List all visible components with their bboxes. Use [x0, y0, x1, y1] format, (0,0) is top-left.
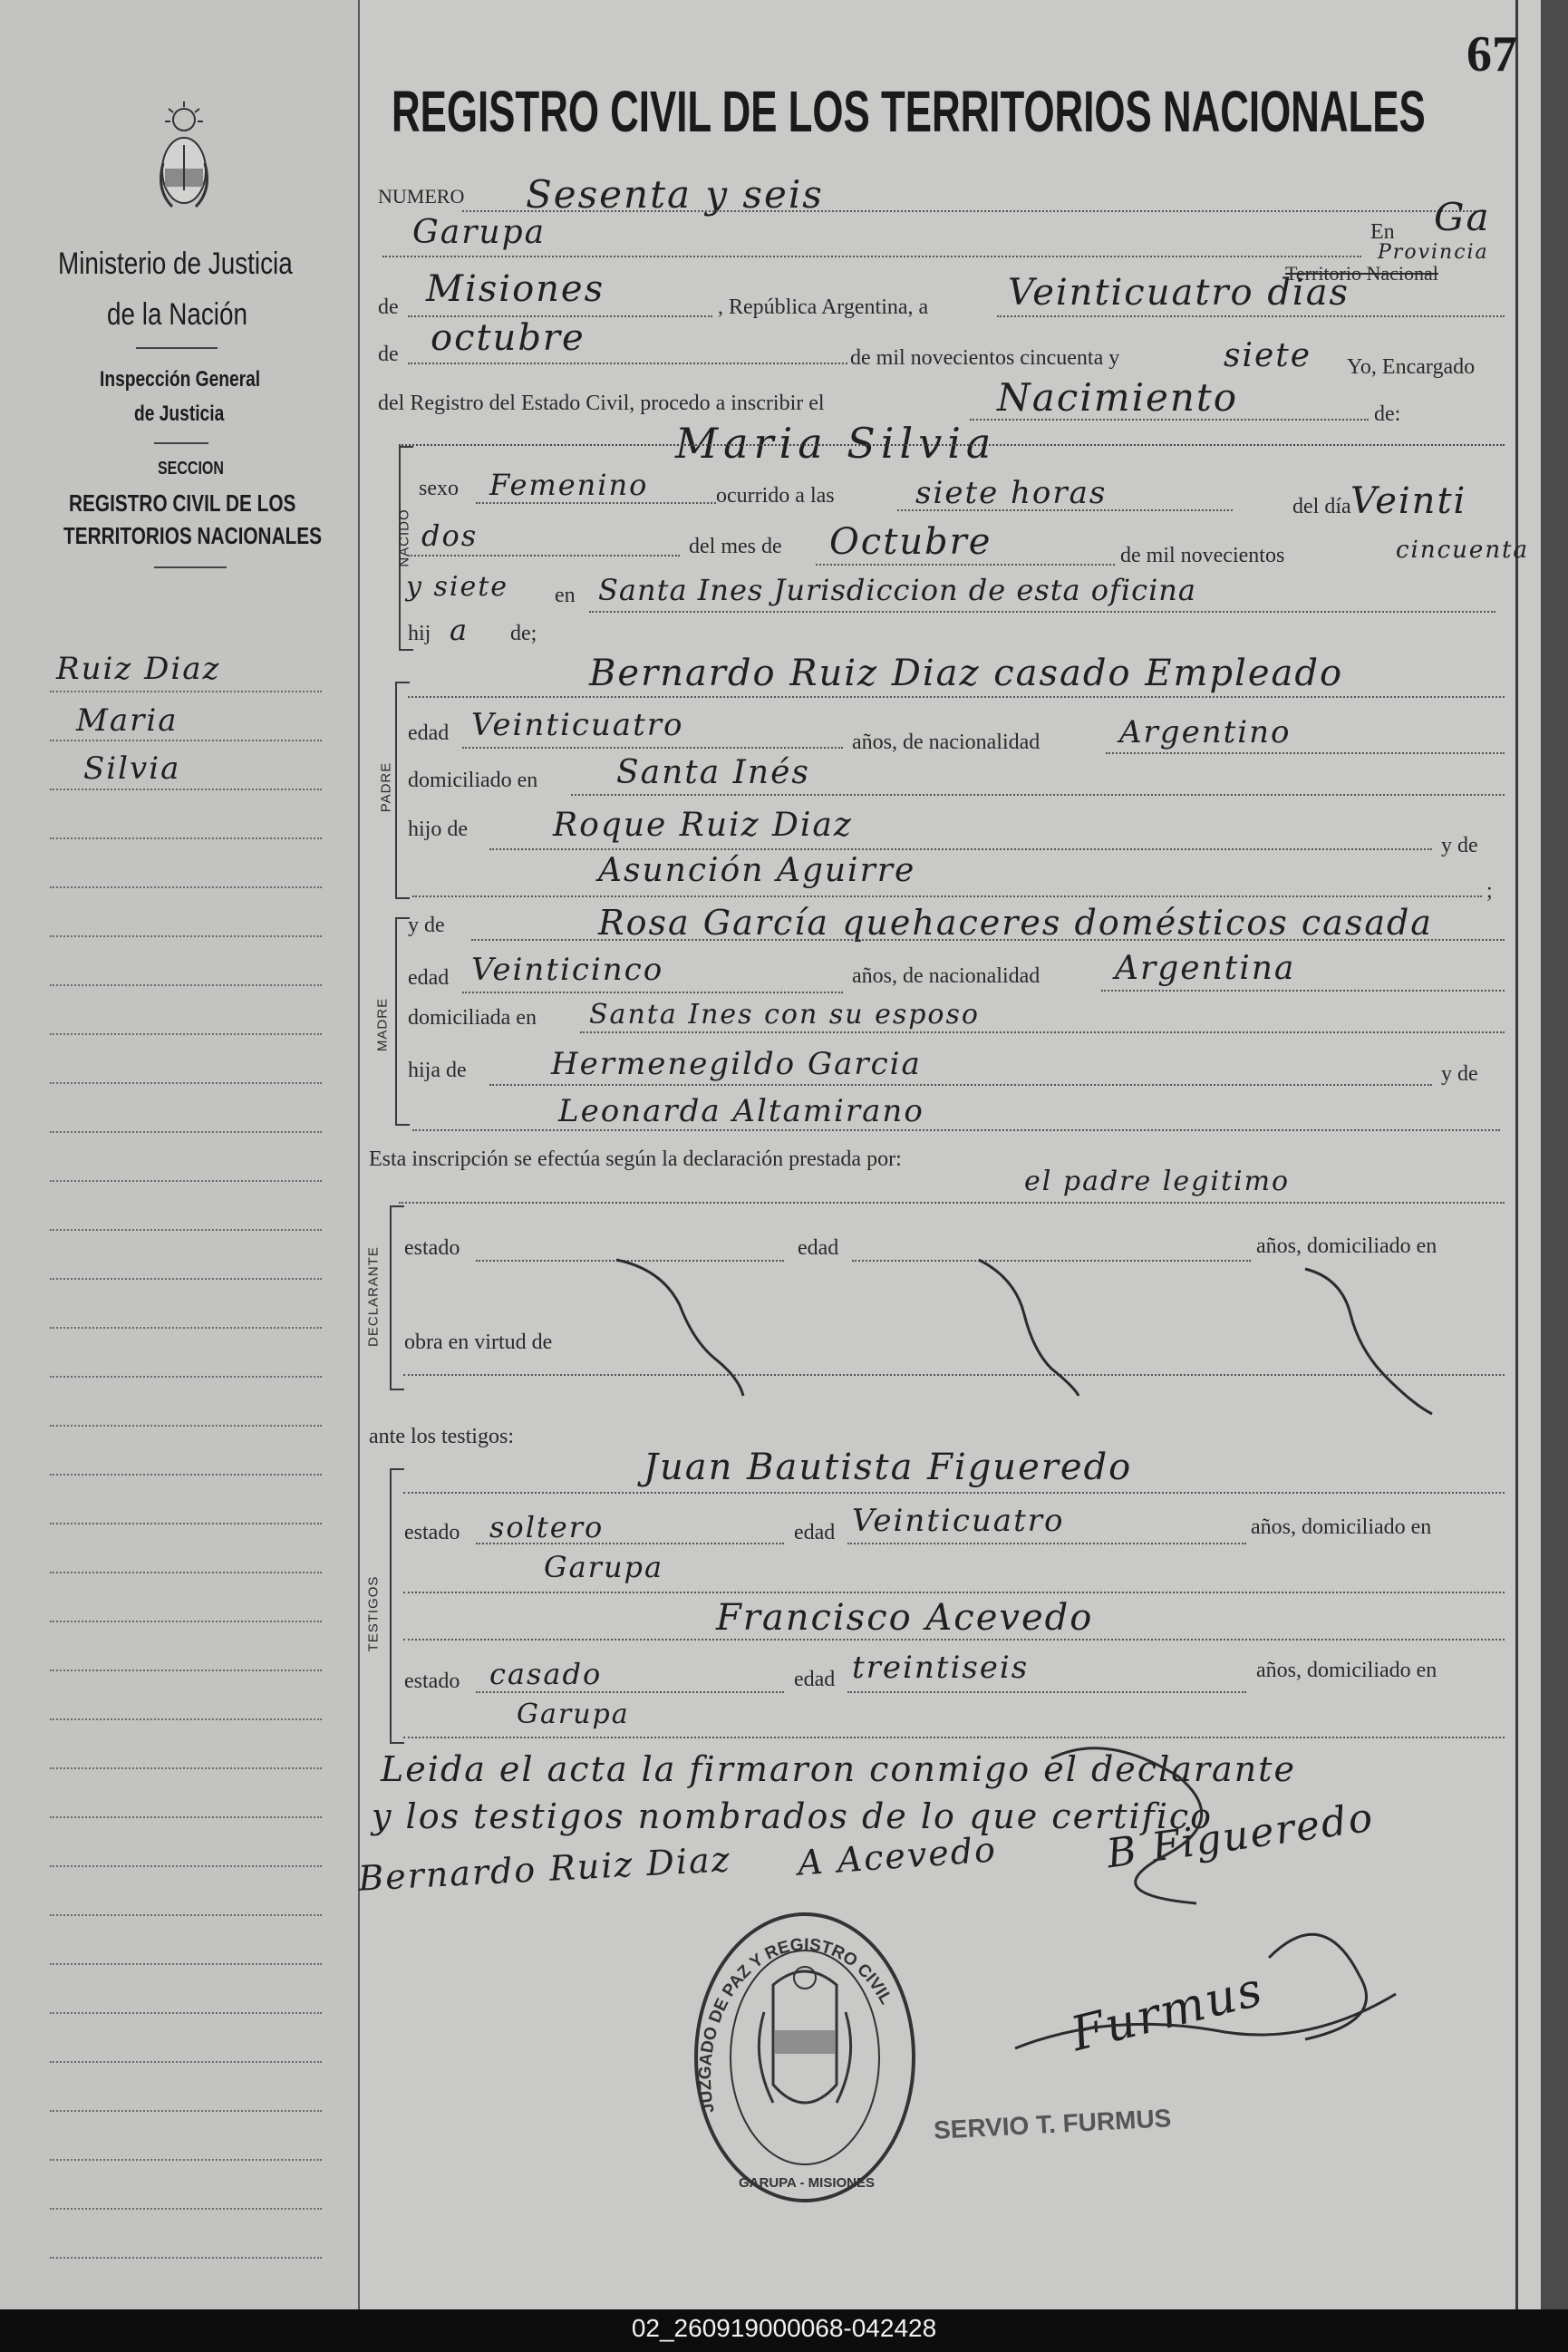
testigos-bracket — [390, 1468, 404, 1744]
lugar-line — [589, 611, 1495, 613]
page-edge — [1515, 0, 1518, 2309]
madre-edad-label: edad — [408, 966, 450, 990]
padre-domicilio-label: domiciliado en — [408, 769, 538, 792]
cancellation-strokes — [580, 1251, 1468, 1432]
margin-rule — [50, 1033, 322, 1035]
stamp-arc-label: JUZGADO DE PAZ Y REGISTRO CIVIL — [695, 1935, 896, 2115]
provincia-handwritten: Provincia — [1378, 241, 1489, 264]
testigo2-name-line — [403, 1639, 1505, 1641]
testigo1-edad: Veinticuatro — [852, 1503, 1065, 1539]
padre-anios-label: años, de nacionalidad — [852, 731, 1040, 754]
mes-label: del mes de — [689, 535, 782, 558]
madre-yde-right: y de — [1441, 1062, 1478, 1086]
padre-madre-value: Asunción Aguirre — [598, 852, 916, 889]
margin-rule — [50, 789, 322, 790]
padre-semicolon: ; — [1486, 879, 1493, 903]
act-value: Nacimiento — [997, 375, 1239, 420]
year-value: siete — [1224, 337, 1312, 374]
day-line — [997, 315, 1505, 317]
testigo1-name: Juan Bautista Figueredo — [644, 1447, 1133, 1488]
day-value: Veinticuatro dias — [1008, 272, 1350, 314]
margin-rule — [50, 691, 322, 692]
ministry-title-line2: de la Nación — [107, 297, 247, 332]
lugar-en-label: en — [555, 584, 576, 607]
madre-nacionalidad-line — [1101, 990, 1505, 992]
de-label: de — [378, 295, 399, 319]
town-line — [382, 256, 1361, 257]
margin-rule — [50, 2257, 322, 2259]
padre-edad-label: edad — [408, 721, 450, 745]
republica-text: , República Argentina, a — [718, 295, 929, 319]
madre-hija-value: Hermenegildo Garcia — [551, 1046, 922, 1082]
margin-rule — [50, 1670, 322, 1671]
signature-witness-acevedo: A Acevedo — [796, 1829, 999, 1883]
declarante-edad-label: edad — [798, 1236, 839, 1260]
testigo1-domicilio-line — [403, 1592, 1505, 1593]
madre-yde-label: y de — [408, 914, 445, 937]
padre-edad-value: Veinticuatro — [471, 707, 684, 743]
margin-rule — [50, 1523, 322, 1524]
divider — [154, 566, 227, 568]
margin-rule — [50, 2208, 322, 2210]
testigo1-anios-label: años, domiciliado en — [1251, 1515, 1432, 1539]
mes-line — [816, 564, 1115, 566]
section-line1: REGISTRO CIVIL DE LOS — [69, 489, 296, 517]
margin-rule — [50, 1229, 322, 1231]
padre-nacionalidad: Argentino — [1119, 714, 1292, 750]
inspection-line2: de Justicia — [134, 402, 225, 426]
year-text: de mil novecientos cincuenta y — [850, 346, 1120, 370]
hora-line — [897, 509, 1233, 511]
margin-rule — [50, 1621, 322, 1622]
month-value: octubre — [431, 317, 586, 359]
madre-name-line — [471, 939, 1505, 941]
testigo1-estado-line — [476, 1543, 784, 1544]
margin-name-surname: Ruiz Diaz — [56, 651, 221, 687]
stamp-bottom-text: GARUPA - MISIONES — [739, 2175, 876, 2191]
padre-side-label: PADRE — [378, 761, 394, 813]
margin-rule — [50, 1474, 322, 1476]
margin-name-first: Maria — [76, 702, 179, 739]
margin-rule — [50, 837, 322, 839]
padre-name: Bernardo Ruiz Diaz casado Empleado — [589, 653, 1344, 694]
madre-madre-line — [412, 1129, 1500, 1131]
padre-domicilio-line — [571, 794, 1505, 796]
testigo2-anios-label: años, domiciliado en — [1256, 1659, 1437, 1682]
madre-nacionalidad: Argentina — [1115, 950, 1296, 987]
margin-rule — [50, 1865, 322, 1867]
section-label: SECCION — [158, 459, 224, 479]
declaracion-value: el padre legitimo — [1024, 1166, 1291, 1197]
margin-rule — [50, 886, 322, 888]
ocurrido-label: ocurrido a las — [716, 484, 835, 508]
padre-hijo-label: hijo de — [408, 818, 468, 841]
hora-value: siete horas — [915, 475, 1108, 511]
anio-value: cincuenta — [1396, 537, 1530, 564]
de-label-2: de — [378, 343, 399, 366]
testigo2-name: Francisco Acevedo — [716, 1597, 1094, 1639]
declarante-estado-label: estado — [404, 1236, 460, 1260]
margin-rule — [50, 1131, 322, 1133]
numero-line — [462, 210, 1486, 212]
anio-value-2: y siete — [406, 571, 509, 603]
madre-edad-line — [462, 992, 843, 993]
numero-label: NUMERO — [378, 185, 465, 208]
obra-label: obra en virtud de — [404, 1331, 553, 1354]
dia-label: del día — [1292, 495, 1351, 518]
divider — [154, 442, 208, 444]
subject-name: Maria Silvia — [675, 419, 997, 468]
testigos-side-label: TESTIGOS — [365, 1575, 382, 1652]
signature-father: Bernardo Ruiz Diaz — [357, 1839, 732, 1899]
testigo2-edad-label: edad — [794, 1668, 836, 1691]
testigo2-estado-label: estado — [404, 1670, 460, 1693]
madre-hija-label: hija de — [408, 1059, 467, 1082]
margin-rule — [50, 1914, 322, 1916]
testigo1-edad-line — [847, 1543, 1246, 1544]
margin-rule — [50, 2110, 322, 2112]
margin-rule — [50, 2012, 322, 2014]
padre-edad-line — [462, 747, 843, 749]
testigo2-estado-line — [476, 1691, 784, 1693]
en-value: Ga — [1434, 195, 1491, 239]
madre-madre-value: Leonarda Altamirano — [558, 1093, 924, 1129]
de-colon: de: — [1374, 402, 1401, 426]
hij-label: hij — [408, 622, 431, 645]
signature-flourishes — [997, 1722, 1432, 2085]
madre-side-label: MADRE — [374, 997, 391, 1052]
divider — [136, 347, 218, 349]
province-value: Misiones — [426, 268, 605, 310]
margin-rule — [50, 1718, 322, 1720]
yo-text: Yo, Encargado — [1347, 355, 1476, 379]
hij-de-label: de; — [510, 622, 537, 645]
padre-name-line — [408, 696, 1505, 698]
page-number: 67 — [1466, 26, 1517, 82]
margin-rule — [50, 1767, 322, 1769]
padre-hijo-value: Roque Ruiz Diaz — [553, 807, 853, 844]
lugar-value: Santa Ines Jurisdiccion de esta oficina — [598, 573, 1196, 607]
margin-rule — [50, 1376, 322, 1378]
declarante-bracket — [390, 1205, 404, 1390]
testigo2-edad-line — [847, 1691, 1246, 1693]
testigo1-domicilio: Garupa — [544, 1550, 664, 1584]
margin-rule — [50, 1572, 322, 1573]
mes-value: Octubre — [829, 521, 992, 563]
declarante-anios-label: años, domiciliado en — [1256, 1234, 1437, 1258]
hij-value: a — [450, 613, 469, 647]
month-line — [408, 363, 847, 364]
register-title: REGISTRO CIVIL DE LOS TERRITORIOS NACIONALES — [392, 79, 1426, 144]
document-id: 02_260919000068-042428 — [631, 2314, 937, 2342]
anio-label: de mil novecientos — [1120, 544, 1285, 567]
signature-officer: Furmus — [1065, 1961, 1269, 2063]
subject-line — [399, 444, 1505, 446]
declarante-side-label: DECLARANTE — [365, 1246, 382, 1347]
sexo-line — [476, 502, 716, 504]
closing-line-2: y los testigos nombrados de lo que certifico — [372, 1796, 1214, 1836]
section-line2: TERRITORIOS NACIONALES — [63, 522, 323, 549]
dia-value-2: dos — [421, 518, 479, 553]
madre-name: Rosa García quehaceres domésticos casada — [598, 903, 1433, 943]
padre-nacionalidad-line — [1106, 752, 1505, 754]
madre-anios-label: años, de nacionalidad — [852, 964, 1040, 988]
closing-line-1: Leida el acta la firmaron conmigo el declarante — [381, 1749, 1296, 1789]
ministry-title-line1: Ministerio de Justicia — [58, 247, 293, 281]
madre-edad-value: Veinticinco — [471, 952, 664, 988]
nacido-side-label: NACIDO — [396, 508, 412, 567]
dia-value: Veinti — [1350, 480, 1467, 522]
padre-domicilio-value: Santa Inés — [616, 754, 810, 791]
testigo2-estado: casado — [489, 1657, 603, 1691]
town-value: Garupa — [412, 214, 547, 251]
signature-witness-figueredo: B Figueredo — [1103, 1794, 1378, 1878]
margin-rule — [50, 2061, 322, 2063]
margin-rule — [50, 1180, 322, 1182]
declaracion-line — [399, 1202, 1505, 1204]
en-label: En — [1370, 220, 1395, 244]
testigo1-estado: soltero — [489, 1510, 605, 1544]
testigo1-edad-label: edad — [794, 1521, 836, 1544]
padre-hijo-line — [489, 848, 1432, 850]
testigos-intro: ante los testigos: — [369, 1425, 514, 1448]
act-line — [970, 419, 1369, 421]
padre-madre-line — [412, 895, 1482, 897]
testigo2-edad: treintiseis — [852, 1650, 1030, 1686]
madre-domicilio-line — [580, 1031, 1505, 1033]
madre-domicilio-label: domiciliada en — [408, 1006, 537, 1030]
margin-rule — [50, 1816, 322, 1818]
margin-rule — [50, 1963, 322, 1965]
dia2-line — [408, 555, 680, 557]
territorio-nacional-label: Territorio Nacional — [1285, 262, 1438, 285]
margin-rule — [50, 1425, 322, 1427]
madre-hija-line — [489, 1084, 1432, 1086]
testigo1-name-line — [403, 1492, 1505, 1494]
registro-text: del Registro del Estado Civil, procedo a inscribir el — [378, 392, 825, 415]
margin-rule — [50, 1278, 322, 1280]
declaracion-text: Esta inscripción se efectúa según la declaración prestada por: — [369, 1147, 902, 1171]
padre-yde-label: y de — [1441, 834, 1478, 857]
margin-rule — [50, 1327, 322, 1329]
margin-rule — [50, 2159, 322, 2161]
madre-domicilio-value: Santa Ines con su esposo — [589, 999, 980, 1031]
testigo1-estado-label: estado — [404, 1521, 460, 1544]
testigo2-domicilio: Garupa — [517, 1699, 630, 1730]
stamp-officer-name: SERVIO T. FURMUS — [933, 2104, 1173, 2144]
numero-value: Sesenta y seis — [526, 172, 824, 217]
inspection-line1: Inspección General — [100, 367, 261, 392]
margin-rule — [50, 935, 322, 937]
margin-name-second: Silvia — [83, 750, 181, 787]
sexo-value: Femenino — [489, 468, 649, 502]
margin-rule — [50, 1082, 322, 1084]
margin-rule — [50, 740, 322, 741]
coat-of-arms-emblem — [154, 100, 214, 218]
sexo-label: sexo — [419, 477, 459, 500]
margin-rule — [50, 984, 322, 986]
